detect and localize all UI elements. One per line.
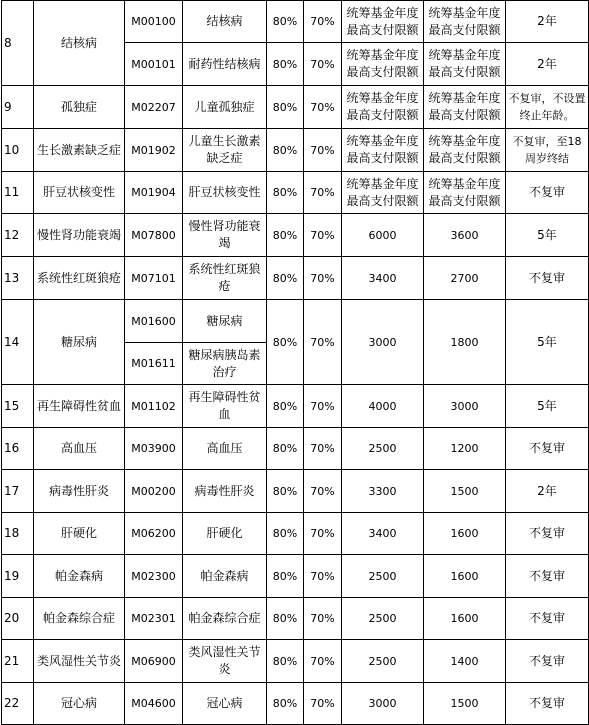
disease-category: 系统性红斑狼疮 <box>34 257 125 300</box>
row-number: 16 <box>2 428 34 470</box>
payment-limit-2: 统筹基金年度最高支付限额 <box>424 129 506 172</box>
table-row <box>2 640 589 683</box>
disease-name: 肝硬化 <box>183 513 267 555</box>
disease-code: M01902 <box>125 129 183 172</box>
review-period: 不复审，不设置终止年龄。 <box>506 86 589 129</box>
row-number: 11 <box>2 172 34 214</box>
disease-name: 糖尿病胰岛素治疗 <box>183 343 267 385</box>
table-row <box>2 598 589 640</box>
reimburse-rate-1: 80% <box>267 172 304 214</box>
reimburse-rate-2: 70% <box>304 300 342 385</box>
disease-code: M01102 <box>125 385 183 428</box>
disease-code: M07101 <box>125 257 183 300</box>
disease-name: 帕金森综合症 <box>183 598 267 640</box>
payment-limit-2: 统筹基金年度最高支付限额 <box>424 86 506 129</box>
payment-limit-2: 1500 <box>424 683 506 725</box>
row-number: 14 <box>2 300 34 385</box>
disease-name: 病毒性肝炎 <box>183 470 267 513</box>
payment-limit-1: 3400 <box>342 513 424 555</box>
reimburse-rate-1: 80% <box>267 300 304 385</box>
table-row <box>2 1 589 43</box>
disease-name: 儿童生长激素缺乏症 <box>183 129 267 172</box>
payment-limit-2: 统筹基金年度最高支付限额 <box>424 172 506 214</box>
row-number: 18 <box>2 513 34 555</box>
disease-category: 帕金森综合症 <box>34 598 125 640</box>
review-period: 5年 <box>506 214 589 257</box>
table-row <box>2 214 589 257</box>
disease-code: M06200 <box>125 513 183 555</box>
reimburse-rate-1: 80% <box>267 43 304 86</box>
row-number: 10 <box>2 129 34 172</box>
table-row <box>2 129 589 172</box>
table-row <box>2 300 589 343</box>
reimburse-rate-1: 80% <box>267 257 304 300</box>
reimburse-rate-2: 70% <box>304 172 342 214</box>
reimburse-rate-2: 70% <box>304 555 342 598</box>
disease-code: M01600 <box>125 300 183 343</box>
payment-limit-1: 6000 <box>342 214 424 257</box>
table-row <box>2 470 589 513</box>
payment-limit-1: 3300 <box>342 470 424 513</box>
reimburse-rate-2: 70% <box>304 43 342 86</box>
disease-category: 孤独症 <box>34 86 125 129</box>
disease-name: 肝豆状核变性 <box>183 172 267 214</box>
review-period: 5年 <box>506 385 589 428</box>
payment-limit-2: 统筹基金年度最高支付限额 <box>424 1 506 43</box>
disease-name: 帕金森病 <box>183 555 267 598</box>
disease-code: M00100 <box>125 1 183 43</box>
reimburse-rate-1: 80% <box>267 640 304 683</box>
review-period: 不复审 <box>506 555 589 598</box>
review-period: 2年 <box>506 470 589 513</box>
row-number: 22 <box>2 683 34 725</box>
table-row <box>2 172 589 214</box>
row-number: 17 <box>2 470 34 513</box>
payment-limit-1: 3400 <box>342 257 424 300</box>
disease-code: M03900 <box>125 428 183 470</box>
disease-name: 类风湿性关节炎 <box>183 640 267 683</box>
row-number: 9 <box>2 86 34 129</box>
row-number: 12 <box>2 214 34 257</box>
payment-limit-1: 3000 <box>342 300 424 385</box>
disease-category: 病毒性肝炎 <box>34 470 125 513</box>
payment-limit-2: 1600 <box>424 555 506 598</box>
review-period: 不复审 <box>506 683 589 725</box>
disease-category: 肝豆状核变性 <box>34 172 125 214</box>
reimburse-rate-1: 80% <box>267 470 304 513</box>
disease-code: M07800 <box>125 214 183 257</box>
disease-code: M00200 <box>125 470 183 513</box>
reimburse-rate-2: 70% <box>304 1 342 43</box>
row-number: 8 <box>2 1 34 86</box>
row-number: 13 <box>2 257 34 300</box>
payment-limit-1: 统筹基金年度最高支付限额 <box>342 1 424 43</box>
reimburse-rate-2: 70% <box>304 257 342 300</box>
reimburse-rate-1: 80% <box>267 214 304 257</box>
payment-limit-1: 统筹基金年度最高支付限额 <box>342 172 424 214</box>
disease-name: 糖尿病 <box>183 300 267 343</box>
disease-name: 儿童孤独症 <box>183 86 267 129</box>
disease-code: M02301 <box>125 598 183 640</box>
reimburse-rate-2: 70% <box>304 385 342 428</box>
row-number: 19 <box>2 555 34 598</box>
payment-limit-2: 1200 <box>424 428 506 470</box>
reimburse-rate-1: 80% <box>267 513 304 555</box>
table-row <box>2 86 589 129</box>
review-period: 2年 <box>506 43 589 86</box>
payment-limit-2: 1500 <box>424 470 506 513</box>
row-number: 20 <box>2 598 34 640</box>
review-period: 不复审 <box>506 428 589 470</box>
payment-limit-2: 2700 <box>424 257 506 300</box>
disease-code: M01611 <box>125 343 183 385</box>
disease-code: M06900 <box>125 640 183 683</box>
table-row <box>2 428 589 470</box>
reimburse-rate-1: 80% <box>267 598 304 640</box>
review-period: 不复审 <box>506 640 589 683</box>
disease-name: 再生障碍性贫血 <box>183 385 267 428</box>
disease-category: 结核病 <box>34 1 125 86</box>
disease-category: 冠心病 <box>34 683 125 725</box>
payment-limit-1: 统筹基金年度最高支付限额 <box>342 43 424 86</box>
review-period: 不复审 <box>506 257 589 300</box>
reimburse-rate-1: 80% <box>267 683 304 725</box>
reimburse-rate-2: 70% <box>304 214 342 257</box>
review-period: 不复审 <box>506 513 589 555</box>
payment-limit-2: 1600 <box>424 598 506 640</box>
disease-name: 慢性肾功能衰竭 <box>183 214 267 257</box>
reimburse-rate-2: 70% <box>304 470 342 513</box>
reimburse-rate-2: 70% <box>304 640 342 683</box>
review-period: 2年 <box>506 1 589 43</box>
reimburse-rate-2: 70% <box>304 598 342 640</box>
payment-limit-1: 统筹基金年度最高支付限额 <box>342 129 424 172</box>
disease-category: 再生障碍性贫血 <box>34 385 125 428</box>
disease-name: 高血压 <box>183 428 267 470</box>
reimburse-rate-1: 80% <box>267 129 304 172</box>
reimburse-rate-2: 70% <box>304 86 342 129</box>
payment-limit-1: 2500 <box>342 428 424 470</box>
table-row <box>2 555 589 598</box>
reimburse-rate-2: 70% <box>304 513 342 555</box>
disease-category: 生长激素缺乏症 <box>34 129 125 172</box>
payment-limit-2: 统筹基金年度最高支付限额 <box>424 43 506 86</box>
disease-name: 冠心病 <box>183 683 267 725</box>
table-row <box>2 683 589 725</box>
disease-category: 帕金森病 <box>34 555 125 598</box>
payment-limit-2: 1800 <box>424 300 506 385</box>
disease-table <box>1 0 589 725</box>
disease-name: 耐药性结核病 <box>183 43 267 86</box>
payment-limit-2: 3000 <box>424 385 506 428</box>
payment-limit-2: 1400 <box>424 640 506 683</box>
reimburse-rate-1: 80% <box>267 1 304 43</box>
reimburse-rate-1: 80% <box>267 428 304 470</box>
review-period: 不复审 <box>506 598 589 640</box>
disease-code: M01904 <box>125 172 183 214</box>
review-period: 不复审，至18周岁终结 <box>506 129 589 172</box>
disease-category: 高血压 <box>34 428 125 470</box>
payment-limit-1: 统筹基金年度最高支付限额 <box>342 86 424 129</box>
payment-limit-1: 2500 <box>342 555 424 598</box>
table-row <box>2 257 589 300</box>
payment-limit-2: 3600 <box>424 214 506 257</box>
review-period: 不复审 <box>506 172 589 214</box>
row-number: 21 <box>2 640 34 683</box>
table-row <box>2 385 589 428</box>
payment-limit-1: 2500 <box>342 640 424 683</box>
reimburse-rate-1: 80% <box>267 555 304 598</box>
table-row <box>2 513 589 555</box>
disease-name: 系统性红斑狼疮 <box>183 257 267 300</box>
reimburse-rate-2: 70% <box>304 129 342 172</box>
disease-category: 肝硬化 <box>34 513 125 555</box>
reimburse-rate-2: 70% <box>304 683 342 725</box>
payment-limit-2: 1600 <box>424 513 506 555</box>
disease-category: 慢性肾功能衰竭 <box>34 214 125 257</box>
reimburse-rate-2: 70% <box>304 428 342 470</box>
disease-code: M02207 <box>125 86 183 129</box>
reimburse-rate-1: 80% <box>267 86 304 129</box>
disease-name: 结核病 <box>183 1 267 43</box>
payment-limit-1: 4000 <box>342 385 424 428</box>
disease-category: 糖尿病 <box>34 300 125 385</box>
disease-code: M02300 <box>125 555 183 598</box>
disease-category: 类风湿性关节炎 <box>34 640 125 683</box>
disease-code: M04600 <box>125 683 183 725</box>
review-period: 5年 <box>506 300 589 385</box>
reimburse-rate-1: 80% <box>267 385 304 428</box>
payment-limit-1: 2500 <box>342 598 424 640</box>
payment-limit-1: 3000 <box>342 683 424 725</box>
disease-code: M00101 <box>125 43 183 86</box>
row-number: 15 <box>2 385 34 428</box>
